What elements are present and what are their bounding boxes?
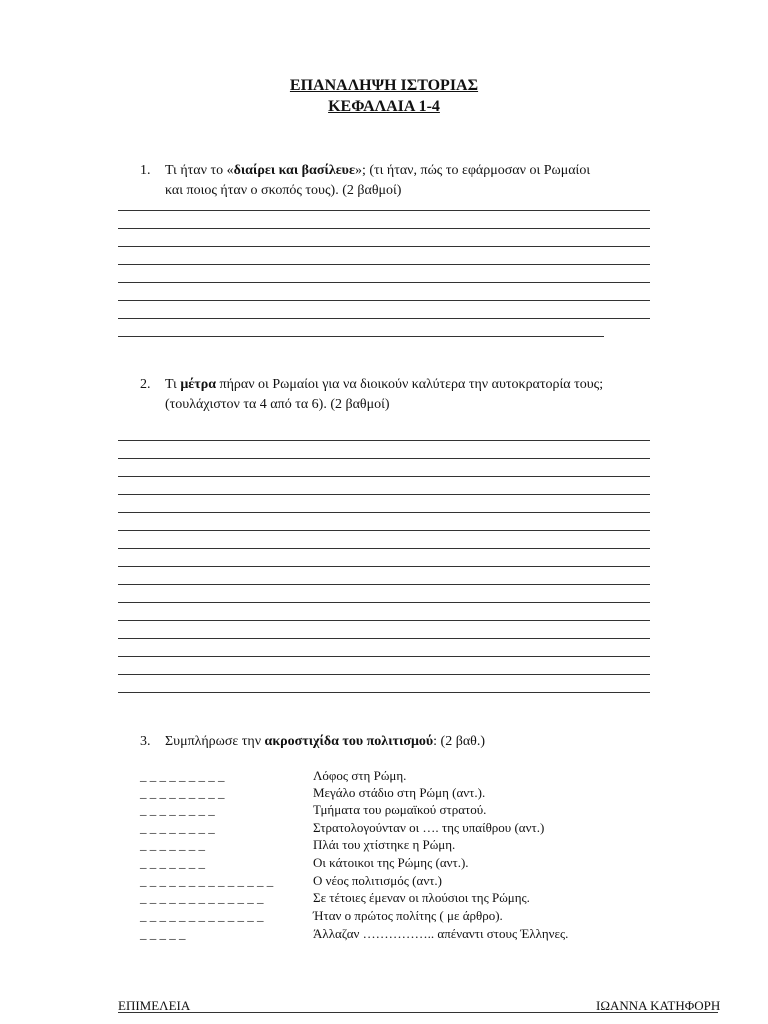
answer-line[interactable]: [118, 476, 650, 477]
acrostic-clue: Πλάι του χτίστηκε η Ρώμη.: [313, 837, 456, 852]
answer-line[interactable]: [118, 336, 604, 337]
acrostic-row: [0, 784, 768, 801]
answer-line[interactable]: [118, 530, 650, 531]
acrostic-clue: Ήταν ο πρώτος πολίτης ( με άρθρο).: [313, 908, 503, 923]
acrostic-row: [0, 889, 768, 906]
answer-line[interactable]: [118, 494, 650, 495]
question-keyword: μέτρα: [180, 377, 217, 392]
question-keyword: ακροστιχίδα του πολιτισμού: [264, 734, 434, 749]
answer-line[interactable]: [118, 620, 650, 621]
answer-line[interactable]: [118, 458, 650, 459]
answer-line[interactable]: [118, 264, 650, 265]
acrostic-blanks[interactable]: _ _ _ _ _ _ _: [140, 855, 205, 870]
acrostic-blanks[interactable]: _ _ _ _ _ _ _ _ _ _ _ _ _: [140, 890, 264, 905]
answer-line[interactable]: [118, 210, 650, 211]
answer-line[interactable]: [118, 548, 650, 549]
acrostic-clue: Μεγάλο στάδιο στη Ρώμη (αντ.).: [313, 785, 486, 800]
acrostic-clue: Λόφος στη Ρώμη.: [313, 768, 407, 783]
footer-divider: [118, 1012, 718, 1013]
acrostic-blanks[interactable]: _ _ _ _ _ _ _ _ _ _ _ _ _ _: [140, 873, 274, 888]
acrostic-row: [0, 872, 768, 889]
acrostic-clue: Ο νέος πολιτισμός (αντ.): [313, 873, 442, 888]
page-subtitle: ΚΕΦΑΛΑΙΑ 1-4: [328, 98, 440, 115]
question-3: [140, 732, 660, 752]
acrostic-row: [0, 767, 768, 784]
footer-right: ΙΩΑΝΝΑ ΚΑΤΗΦΟΡΗ: [596, 998, 721, 1013]
question-number: 3.: [140, 734, 151, 749]
answer-line[interactable]: [118, 440, 650, 441]
answer-line[interactable]: [118, 674, 650, 675]
question-number: 1.: [140, 163, 151, 178]
acrostic-blanks[interactable]: _ _ _ _ _ _ _ _: [140, 802, 215, 817]
answer-line[interactable]: [118, 228, 650, 229]
acrostic-blanks[interactable]: _ _ _ _ _ _ _: [140, 837, 205, 852]
question-keyword: διαίρει και βασίλευε: [233, 163, 355, 178]
acrostic-clue: Σε τέτοιες έμεναν οι πλούσιοι της Ρώμης.: [313, 890, 530, 905]
answer-line[interactable]: [118, 246, 650, 247]
question-text-line1: Τι μέτρα πήραν οι Ρωμαίοι για να διοικούν καλύτερα την αυτοκρατορία τους;: [165, 377, 604, 392]
acrostic-blanks[interactable]: _ _ _ _ _: [140, 926, 186, 941]
acrostic-row: [0, 801, 768, 818]
question-text-line1: Τι ήταν το «διαίρει και βασίλευε»; (τι ήταν, πώς το εφάρμοσαν οι Ρωμαίοι: [165, 163, 591, 178]
footer-left: ΕΠΙΜΕΛΕΙΑ: [118, 998, 191, 1013]
acrostic-blanks[interactable]: _ _ _ _ _ _ _ _ _ _ _ _ _: [140, 908, 264, 923]
question-text-line2: (τουλάχιστον τα 4 από τα 6). (2 βαθμοί): [165, 397, 390, 412]
question-text-line1: Συμπλήρωσε την ακροστιχίδα του πολιτισμού: (2 βαθ.): [165, 734, 486, 749]
acrostic-blanks[interactable]: _ _ _ _ _ _ _ _ _: [140, 785, 225, 800]
answer-line[interactable]: [118, 300, 650, 301]
question-1: [140, 161, 660, 201]
acrostic-blanks[interactable]: _ _ _ _ _ _ _ _ _: [140, 768, 225, 783]
answer-line[interactable]: [118, 566, 650, 567]
question-number: 2.: [140, 377, 151, 392]
answer-line[interactable]: [118, 512, 650, 513]
answer-line[interactable]: [118, 602, 650, 603]
page-title: ΕΠΑΝΑΛΗΨΗ ΙΣΤΟΡΙΑΣ: [289, 77, 479, 94]
answer-line[interactable]: [118, 638, 650, 639]
acrostic-row: [0, 907, 768, 924]
acrostic-row: [0, 854, 768, 871]
answer-line[interactable]: [118, 656, 650, 657]
acrostic-clue: Τμήματα του ρωμαϊκού στρατού.: [313, 802, 487, 817]
acrostic-clue: Στρατολογούνταν οι …. της υπαίθρου (αντ.): [313, 820, 545, 835]
answer-line[interactable]: [118, 282, 650, 283]
acrostic-clue: Οι κάτοικοι της Ρώμης (αντ.).: [313, 855, 469, 870]
answer-line[interactable]: [118, 692, 650, 693]
acrostic-row: [0, 836, 768, 853]
answer-line[interactable]: [118, 584, 650, 585]
acrostic-blanks[interactable]: _ _ _ _ _ _ _ _: [140, 820, 215, 835]
question-text-line2: και ποιος ήταν ο σκοπός τους). (2 βαθμοί): [165, 183, 402, 198]
question-2: [140, 375, 660, 415]
acrostic-row: [0, 819, 768, 836]
acrostic: [0, 767, 768, 947]
answer-line[interactable]: [118, 318, 650, 319]
acrostic-row: [0, 925, 768, 942]
acrostic-clue: Άλλαζαν …………….. απέναντι στους Έλληνες.: [313, 926, 569, 941]
